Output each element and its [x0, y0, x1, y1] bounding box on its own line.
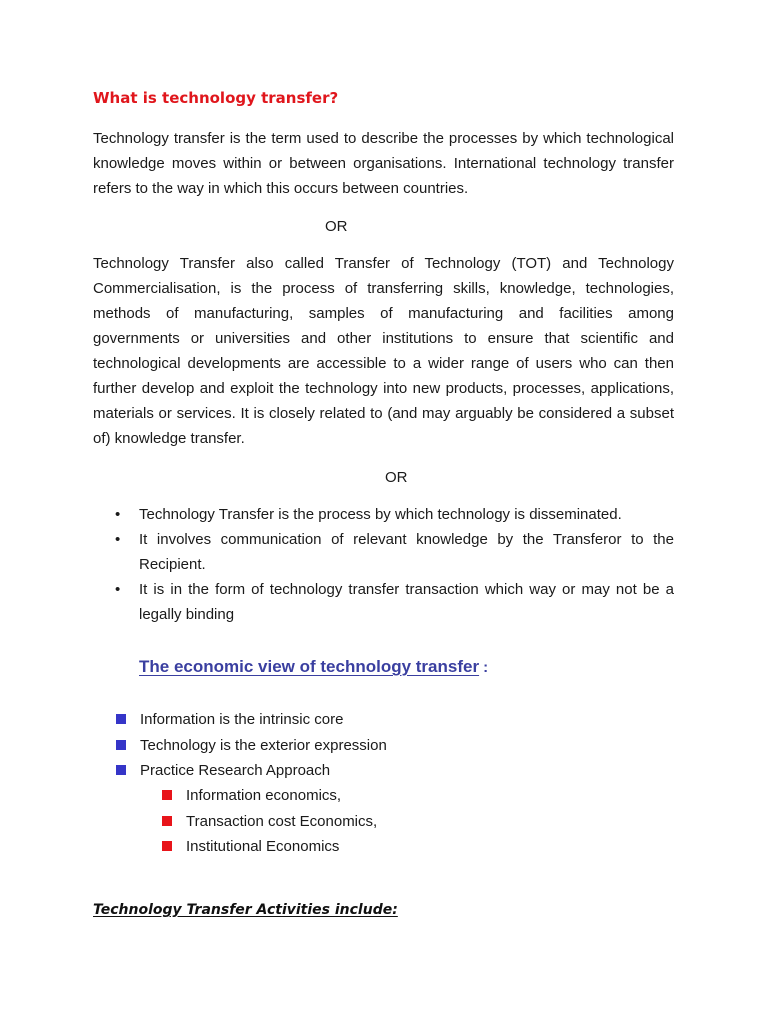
section-heading-what-is-technology-transfer: What is technology transfer?	[93, 89, 339, 107]
paragraph-alternate-definition: Technology Transfer also called Transfer of Technology (TOT) and Technology Commercialisation, is the process of transferring skills, knowledge, technologies, methods of manufacturing, samples of manufacturing and facilities among governments or universities and other institutions to ensure that scientific and technological developments are accessible to a wider range of users who can then further develop and exploit the technology into new products, processes, applications, materials or services. It is closely related to (and may arguably be considered a subset of) knowledge transfer.	[93, 255, 674, 447]
red-square-bullet-icon	[162, 816, 172, 826]
list-item-text: Technology Transfer is the process by which technology is disseminated.	[139, 506, 622, 523]
bullet-dot-icon: •	[115, 506, 121, 523]
or-separator: OR	[325, 218, 348, 235]
blue-square-bullet-icon	[116, 765, 126, 775]
list-item-text: Transaction cost Economics,	[186, 812, 378, 830]
list-item	[162, 783, 377, 809]
paragraph-definition: Technology transfer is the term used to describe the processes by which technological knowledge moves within or between organisations. International technology transfer refers to the way in which this occurs between countries.	[93, 130, 674, 197]
bullet-dot-icon: •	[115, 531, 121, 548]
economic-view-list	[116, 707, 387, 784]
list-item	[162, 809, 377, 835]
red-square-bullet-icon	[162, 841, 172, 851]
blue-square-bullet-icon	[116, 740, 126, 750]
list-item	[162, 834, 377, 860]
list-item-text: Institutional Economics	[186, 838, 340, 855]
list-item	[93, 577, 674, 627]
list-item	[93, 527, 674, 577]
list-item	[93, 502, 674, 527]
section-heading-activities: Technology Transfer Activities include:	[93, 902, 398, 918]
list-item-text: Information economics,	[186, 787, 342, 804]
list-item	[116, 707, 387, 733]
heading-colon: :	[483, 659, 489, 676]
list-item-text: Practice Research Approach	[140, 762, 331, 779]
list-item	[116, 733, 387, 759]
list-item-text: Information is the intrinsic core	[140, 711, 344, 728]
list-item-text: It involves communication of relevant knowledge by the Transferor to the Recipient.	[139, 531, 674, 573]
red-square-bullet-icon	[162, 790, 172, 800]
section-heading-text: The economic view of technology transfer	[139, 657, 480, 676]
list-item-text: Technology is the exterior expression	[140, 736, 387, 754]
bullet-dot-icon: •	[115, 581, 121, 598]
practice-research-sublist	[162, 783, 377, 860]
list-item	[116, 758, 387, 784]
or-separator: OR	[385, 469, 408, 486]
list-item-text: It is in the form of technology transfer transaction which way or may not be a legally binding	[139, 581, 674, 623]
blue-square-bullet-icon	[116, 714, 126, 724]
definition-bullet-list	[93, 502, 674, 627]
section-heading-economic-view	[139, 654, 488, 680]
